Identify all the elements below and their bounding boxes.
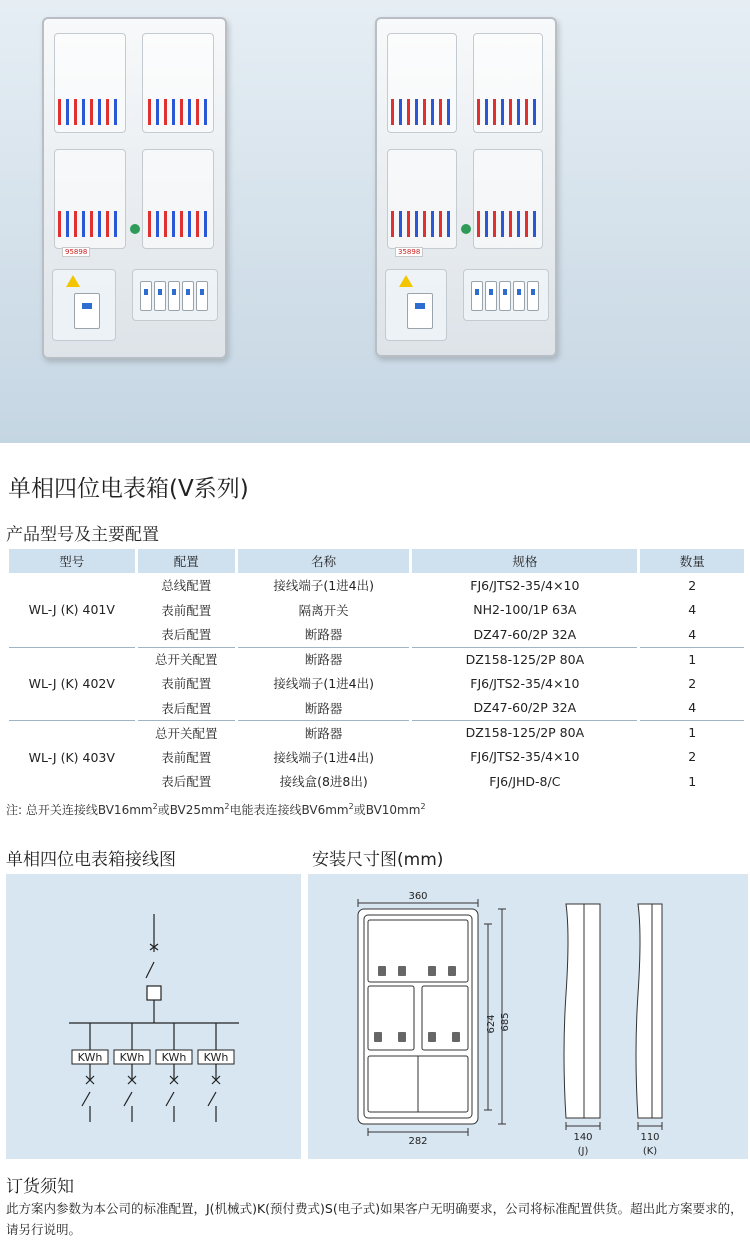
dimension-drawing-panel [308, 874, 748, 1159]
qty-cell: 4 [688, 700, 697, 716]
name-cell: 接线端子(1进4出) [273, 578, 375, 594]
name-cell: 断路器 [238, 720, 409, 745]
qty-cell: 1 [640, 720, 744, 745]
box-tag: 95898 [62, 247, 90, 257]
config-cell: 表后配置 [161, 700, 212, 716]
col-header: 型号 [9, 549, 135, 573]
dimensions-title: 安装尺寸图(mm) [312, 850, 444, 870]
qty-cell: 2 [688, 675, 697, 691]
box-tag: 35898 [395, 247, 423, 257]
col-header: 规格 [412, 549, 637, 573]
spec-section-title: 产品型号及主要配置 [6, 525, 159, 545]
label-j: (J) [577, 1146, 589, 1157]
qty-cell: 1 [640, 647, 744, 672]
config-cell: 总开关配置 [138, 647, 236, 672]
name-cell: 隔离开关 [298, 602, 349, 618]
wiring-diagram [6, 874, 301, 1159]
spec-cell: DZ158-125/2P 80A [412, 647, 637, 672]
name-cell: 断路器 [304, 627, 343, 643]
config-cell: 总线配置 [161, 578, 212, 594]
wiring-diagram-panel [6, 874, 301, 1159]
config-cell: 表前配置 [161, 749, 212, 765]
model-cell: WL-J (K) 401V [28, 602, 115, 618]
spec-cell: DZ47-60/2P 32A [473, 626, 577, 642]
name-cell: 断路器 [304, 700, 343, 716]
meter-label: KWh [161, 1051, 187, 1064]
model-cell: WL-J (K) 403V [9, 720, 135, 794]
table-row [9, 720, 744, 745]
config-cell: 表前配置 [161, 676, 212, 692]
dim-depth-j: 140 [573, 1132, 593, 1143]
spec-cell: NH2-100/1P 63A [473, 602, 577, 618]
spec-cell: DZ47-60/2P 32A [473, 700, 577, 716]
dim-depth-k: 110 [640, 1132, 660, 1143]
spec-cell: FJ6/JHD-8/C [489, 773, 561, 789]
config-cell: 表后配置 [161, 774, 212, 790]
name-cell: 接线盒(8进8出) [279, 774, 368, 790]
dim-width: 360 [408, 891, 428, 902]
config-cell: 表前配置 [161, 602, 212, 618]
product-photo [0, 0, 750, 443]
spec-cell: FJ6/JTS2-35/4×10 [470, 675, 580, 691]
dim-height: 685 [500, 1012, 511, 1032]
meter-label: KWh [203, 1051, 229, 1064]
qty-cell: 4 [688, 626, 697, 642]
meter-label: KWh [77, 1051, 103, 1064]
meter-box-left [42, 17, 227, 359]
table-note: 注: 总开关连接线$BV16mm^2$或$BV25mm^2$电能表连接线$BV6mm^2$或$BV10mm^2$ [6, 802, 426, 817]
col-header: 名称 [238, 549, 409, 573]
table-row [9, 647, 744, 672]
dimension-drawing [308, 874, 748, 1159]
qty-cell: 1 [688, 773, 697, 789]
order-title: 订货须知 [6, 1177, 74, 1197]
config-cell: 表后配置 [161, 627, 212, 643]
meter-box-right [375, 17, 557, 357]
col-header: 配置 [138, 549, 236, 573]
table-header-row [9, 549, 744, 573]
name-cell: 断路器 [238, 647, 409, 672]
name-cell: 接线端子(1进4出) [273, 676, 375, 692]
label-k: (K) [642, 1146, 658, 1157]
wiring-title: 单相四位电表箱接线图 [6, 850, 176, 870]
col-header: 数量 [640, 549, 744, 573]
spec-table [6, 549, 747, 794]
dim-mount-width: 282 [408, 1136, 428, 1147]
page-title: 单相四位电表箱(V系列) [8, 476, 249, 502]
qty-cell: 2 [688, 749, 697, 765]
qty-cell: 4 [688, 602, 697, 618]
meter-label: KWh [119, 1051, 145, 1064]
name-cell: 接线端子(1进4出) [273, 749, 375, 765]
config-cell: 总开关配置 [138, 720, 236, 745]
dim-inner-height: 624 [486, 1014, 497, 1034]
table-row [9, 573, 744, 598]
qty-cell: 2 [688, 577, 697, 593]
order-text: 此方案内参数为本公司的标准配置，J(机械式)K(预付费式)S(电子式)如果客户无明确要求，公司将标准配置供货。超出此方案要求的，请另行说明。 [6, 1201, 743, 1237]
spec-cell: DZ158-125/2P 80A [412, 720, 637, 745]
model-cell: WL-J (K) 402V [9, 647, 135, 721]
spec-cell: FJ6/JTS2-35/4×10 [470, 577, 580, 593]
spec-cell: FJ6/JTS2-35/4×10 [470, 749, 580, 765]
